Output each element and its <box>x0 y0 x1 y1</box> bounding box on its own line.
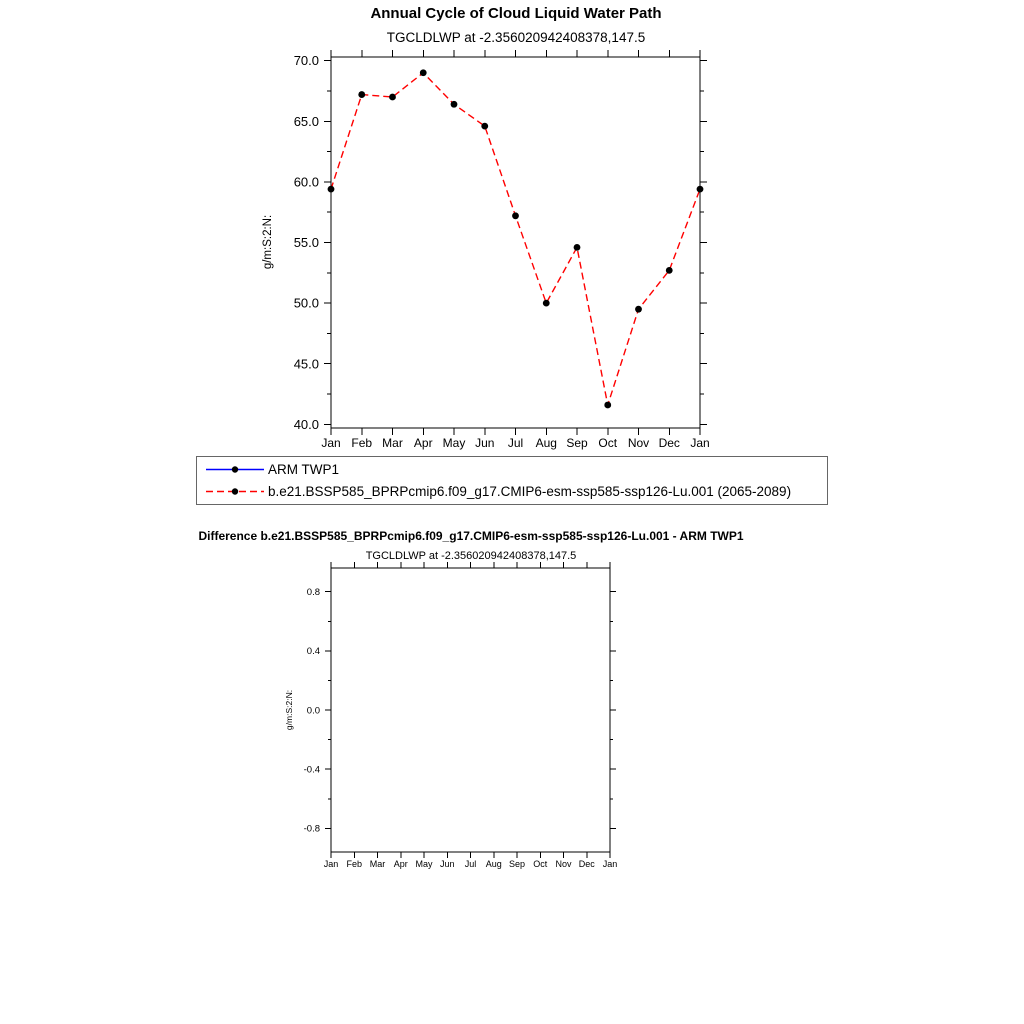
svg-text:Jul: Jul <box>507 436 524 450</box>
chart2-title: Difference b.e21.BSSP585_BPRPcmip6.f09_g17.CMIP6-esm-ssp585-ssp126-Lu.001 - ARM TWP1 <box>198 529 744 543</box>
svg-text:Oct: Oct <box>533 859 548 869</box>
svg-text:Nov: Nov <box>627 436 650 450</box>
legend-sample-dashed-red-line <box>204 485 266 498</box>
legend-label: b.e21.BSSP585_BPRPcmip6.f09_g17.CMIP6-esm-ssp585-ssp126-Lu.001 (2065-2089) <box>268 484 792 499</box>
svg-text:Jul: Jul <box>464 859 477 869</box>
chart1-subtitle: TGCLDLWP at -2.356020942408378,147.5 <box>386 30 646 45</box>
legend-label: ARM TWP1 <box>268 462 340 477</box>
svg-text:0.0: 0.0 <box>306 705 320 717</box>
svg-text:-0.4: -0.4 <box>303 764 320 776</box>
svg-text:40.0: 40.0 <box>293 416 319 432</box>
chart1-title: Annual Cycle of Cloud Liquid Water Path <box>370 5 662 22</box>
legend-marker-dot <box>232 488 238 494</box>
svg-text:May: May <box>415 859 433 869</box>
chart-2-plot-area <box>304 562 618 869</box>
svg-text:Aug: Aug <box>485 859 502 869</box>
chart-1-plot-area <box>294 50 710 450</box>
svg-text:Nov: Nov <box>555 859 572 869</box>
svg-text:Aug: Aug <box>535 436 557 450</box>
svg-text:Apr: Apr <box>393 859 408 869</box>
svg-text:Apr: Apr <box>413 436 433 450</box>
svg-text:Jun: Jun <box>439 859 455 869</box>
chart2-yaxis-label: g/m:S:2:N: <box>284 689 294 731</box>
chart2-subtitle: TGCLDLWP at -2.356020942408378,147.5 <box>365 550 577 562</box>
svg-text:Mar: Mar <box>369 859 386 869</box>
legend-marker-dot <box>232 466 238 472</box>
svg-text:Jun: Jun <box>475 436 495 450</box>
svg-text:Sep: Sep <box>566 436 588 450</box>
svg-text:Jan: Jan <box>602 859 618 869</box>
legend-item-arm-twp1 <box>204 460 827 480</box>
svg-text:65.0: 65.0 <box>293 113 319 129</box>
svg-text:60.0: 60.0 <box>293 174 319 190</box>
svg-text:45.0: 45.0 <box>293 356 319 372</box>
svg-text:70.0: 70.0 <box>293 53 319 69</box>
svg-text:Feb: Feb <box>351 436 373 450</box>
svg-text:Mar: Mar <box>382 436 403 450</box>
legend <box>196 456 828 505</box>
svg-text:55.0: 55.0 <box>293 235 319 251</box>
svg-text:Dec: Dec <box>658 436 680 450</box>
svg-text:Oct: Oct <box>598 436 618 450</box>
svg-text:0.8: 0.8 <box>306 586 320 598</box>
svg-text:Dec: Dec <box>578 859 595 869</box>
svg-text:50.0: 50.0 <box>293 295 319 311</box>
svg-text:-0.8: -0.8 <box>303 823 320 835</box>
svg-text:May: May <box>442 436 466 450</box>
svg-text:Jan: Jan <box>323 859 339 869</box>
legend-sample-solid-blue-line <box>204 463 266 476</box>
chart-2-tick-labels <box>304 587 618 869</box>
svg-text:Jan: Jan <box>690 436 710 450</box>
legend-item-model-case <box>204 482 827 502</box>
svg-text:0.4: 0.4 <box>306 646 320 658</box>
svg-text:Feb: Feb <box>346 859 363 869</box>
svg-text:Jan: Jan <box>321 436 341 450</box>
svg-text:Sep: Sep <box>508 859 526 869</box>
chart1-yaxis-label: g/m:S:2:N: <box>262 214 274 270</box>
